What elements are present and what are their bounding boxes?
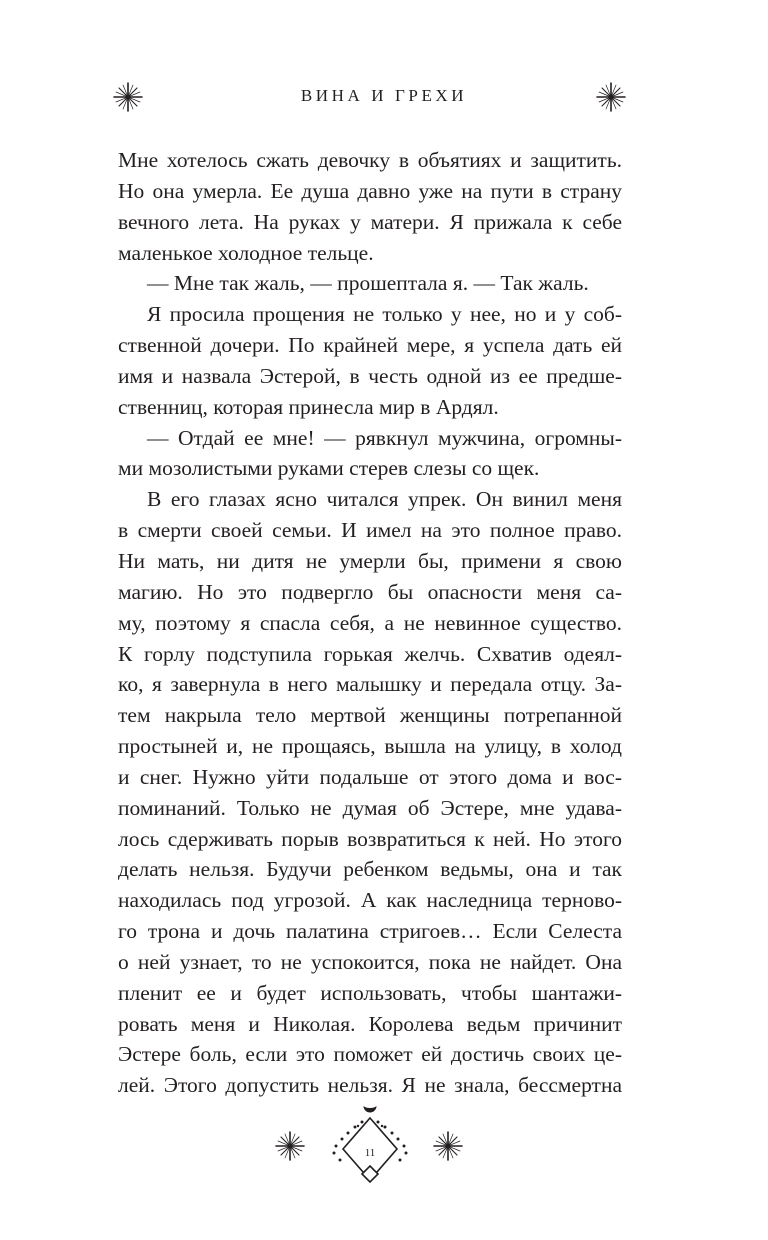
text-line: находилась под угрозой. А как наследница терново- (118, 888, 622, 913)
text-line: ми мозолистыми руками стерев слезы со щек. (118, 456, 540, 481)
page-footer (0, 1100, 768, 1190)
body-text (118, 145, 622, 1101)
text-line: ко, я завернула в него малышку и передала отцу. За- (118, 672, 622, 697)
text-line: му, поэтому я спасла себя, а не невинное существо. (118, 610, 622, 635)
text-line: Я просила прощения не только у нее, но и у соб- (147, 302, 622, 327)
text-line: и снег. Нужно уйти подальше от этого дома и вос- (118, 764, 622, 789)
sparkle-star-icon (596, 82, 626, 112)
text-line: простыней и, не прощаясь, вышла на улицу, в холод (118, 734, 622, 759)
text-line: ровать меня и Николая. Королева ведьм причинит (118, 1011, 622, 1036)
text-line: поминаний. Только не думая об Эстере, мне удава- (118, 795, 622, 820)
sparkle-star-icon (275, 1131, 305, 1161)
text-line: Мне хотелось сжать девочку в объятиях и защитить. (118, 148, 622, 172)
text-line: маленькое холодное тельце. (118, 240, 374, 265)
text-line: Но она умерла. Ее душа давно уже на пути в страну (118, 178, 622, 203)
text-line: лей. Этого допустить нельзя. Я не знала, бессмертна (118, 1073, 622, 1098)
text-line: ственниц, которая принесла мир в Ардял. (118, 394, 499, 419)
text-line: Эстере боль, если это поможет ей достичь своих це- (118, 1042, 622, 1067)
page-number: 11 (364, 1147, 376, 1159)
running-header (0, 82, 768, 112)
text-line: о ней узнает, то не успокоится, пока не найдет. Она (118, 949, 622, 974)
text-line: тем накрыла тело мертвой женщины потрепанной (118, 703, 622, 728)
text-line: имя и назвала Эстерой, в честь одной из ее предше- (118, 363, 622, 388)
running-title: ВИНА И ГРЕХИ (300, 86, 468, 105)
text-line: вечного лета. На руках у матери. Я прижала к себе (118, 209, 622, 234)
sparkle-star-icon (433, 1131, 463, 1161)
text-line: — Мне так жаль, — прошептала я. — Так жаль. (147, 271, 589, 296)
text-line: ственной дочери. По крайней мере, я успела дать ей (118, 333, 622, 358)
text-line: в смерти своей семьи. И имел на это полное право. (118, 518, 622, 543)
text-line: В его глазах ясно читался упрек. Он винил меня (147, 487, 622, 512)
text-line: го трона и дочь палатина стригоев… Если Селеста (118, 919, 622, 944)
text-line: — Отдай ее мне! — рявкнул мужчина, огромны- (147, 425, 622, 450)
text-line: делать нельзя. Будучи ребенком ведьмы, она и так (118, 857, 622, 882)
text-line: лось сдерживать порыв возвратиться к ней. Но этого (118, 826, 622, 851)
text-line: пленит ее и будет использовать, чтобы шантажи- (118, 980, 622, 1005)
text-line: К горлу подступила горькая желчь. Схватив одеял- (118, 641, 622, 666)
text-line: магию. Но это подвергло бы опасности меня са- (118, 579, 622, 604)
text-line: Ни мать, ни дитя не умерли бы, примени я свою (118, 548, 622, 573)
